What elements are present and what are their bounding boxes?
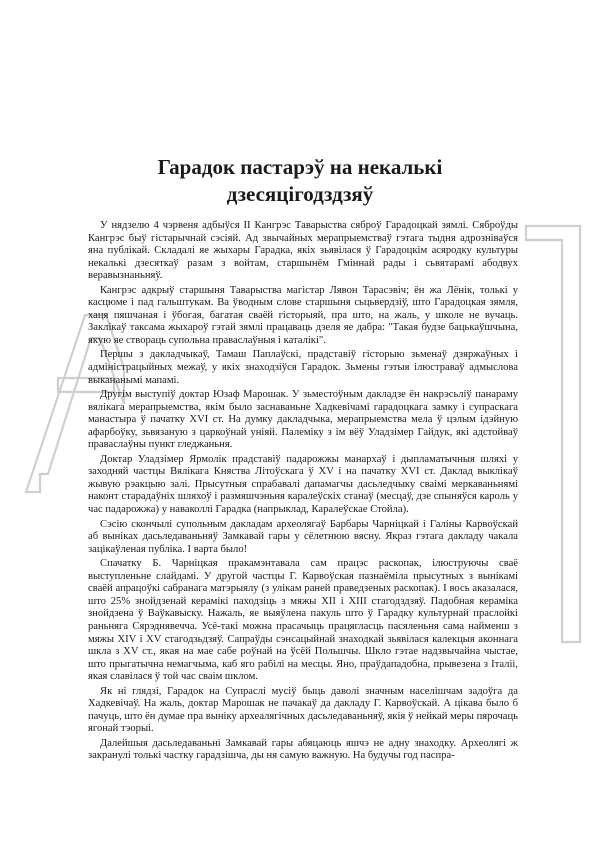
article-title: Гарадок пастарэў на некалькі дзесяцігодздзяў: [157, 155, 443, 206]
paragraph: Кангрэс адкрыў старшыня Таварыства магістар Лявон Тарасэвіч; ён жа Лёнік, толькі у касцюме і пад гальштукам. Ва ўводным слове старшыня сьцьвердзіў, што Гарадоцкая зямля, хаця пяшчаная і ўбогая, багатая сваёй гісторыяй, пра што, на жаль, у школе не вучаць. Заклікаў таксама жыхароў гэтай зямлі працаваць дзеля яе дабра: "Такая будзе бацькаўшчына, якую яе створаць супольна праваслаўныя і каталікі".: [88, 284, 518, 346]
paragraph: Далейшыя дасьледаваньні Замкавай гары абяцаюць яшчэ не адну знаходку. Археолягі ж закранулі толькі частку гарадзішча, ды ня самую важную. На будучы год паспра-: [88, 737, 518, 762]
paragraph: Першы з дакладчыкаў, Тамаш Паплаўскі, прадставіў гісторыю зьменаў дзяржаўных і адміністрацыйных межаў, у якіх знаходзіўся Гарадок. Зьмены гэтыя ілюстраваў адмыслова выкананымі мапамі.: [88, 349, 518, 386]
paragraph: У нядзелю 4 чэрвеня адбыўся ІІ Кангрэс Таварыства сяброў Гарадоцкай зямлі. Сяброўды Кангрэс быў гістарычнай сэсіяй. Ад звычайных мерапрыемстваў гэтага тыдня адрозніваўся яна публікай. Складалі яе жыхары Гарадка, якіх зьявілася ў Гарадоцкім асяродку культуры некалькі дзесяткаў разам з войтам, старшынём Гміннай рады і сьвятарамі абодвух веравызнаньняў.: [88, 220, 518, 282]
paragraph: Сэсію скончылі супольным дакладам археолягаў Барбары Чарніцкай і Галіны Карвоўскай аб выніках дасьледаваньняў Замкавай гары у сёлетнюю вясну. Якраз гэтага дакладу чакала зацікаўленая публіка. І варта было!: [88, 518, 518, 555]
paragraph: Доктар Уладзімер Ярмолік прадставіў падарожжы манархаў і дыпламатычныя шляхі у заходняй частцы Вялікага Княства Літоўскага ў XV і на пачатку XVI ст. Даклад выклікаў жывую рэакцыю залі. Прысутныя спрабавалі дапамагчы дасьледчыку сваімі меркаваньнямі наконт старадаўніх шляхоў і размяшчэньня каралеўскіх станаў (месцаў, дзе спыняўся кароль у час падарожжа) у наваколлі Гарадка (напрыклад, Каралеўскае Стойла).: [88, 453, 518, 516]
paragraph: Як ні глядзі, Гарадок на Супраслі мусіў быць даволі значным населішчам задоўга да Хадкевічаў. На жаль, доктар Марошак не пачакаў да дакладу Г. Карвоўскай. А цікава было б пачуць, што ён думае пра выніку археалягічных дасьледаваньняў, якія ў нейкай меры пярочаць ягонай тэорыі.: [88, 685, 518, 735]
article-body: [88, 220, 518, 765]
paragraph: Другім выступіў доктар Юзаф Марошак. У зьместоўным дакладзе ён накрэсьліў панараму вялікага мерапрыемства, якім было заснаваньне Хадкевічамі гарадоцкага замку і супраскага манастыра ў пачатку XVI ст. На думку дакладчыка, мерапрыемства мела ў цэлым ідэйную афарбоўку, зьвязаную з царкоўнай уніяй. Палеміку з ім вёў Уладзімер Гайдук, які адстойваў праваслаўны пункт гледжаньня.: [88, 389, 518, 451]
paragraph: Спачатку Б. Чарніцкая пракамэнтавала сам працэс раскопак, ілюструючы сваё выступленьне слайдамі. У другой частцы Г. Карвоўская пазнаёміла прысутных з вынікамі сваёй апрацоўкі сабранага матэрыялу (з улікам раней праведзеных раскопак). І вось аказалася, што 25% знойдзенай керамікі паходзіць з мяжы XII і XIII стагодздзяў. Падобная кераміка знойдзена ў Ваўкавыску. Нажаль, яе выяўлена пакуль што ў Гарадку культурнай праслойкі раньняга Сярэднявечча. Усё-такі можна прасачыць працягласць пасяленьня сама найменш з мяжы XIV і XV стагодзьдзяў. Сапраўды сэнсацыйнай знаходкай зьявілася калекцыя аконнага шкла з XV ст., якая на мае сабе роўнай на ўсёй Польшчы. Шкло гэтае надзвычайна чыстае, што прыгатычна немагчыма, каб яго рабілі на месцы. Яно, праўдападобна, прывезена з Італіі, якая славілася ў той час сваім шклом.: [88, 558, 518, 683]
